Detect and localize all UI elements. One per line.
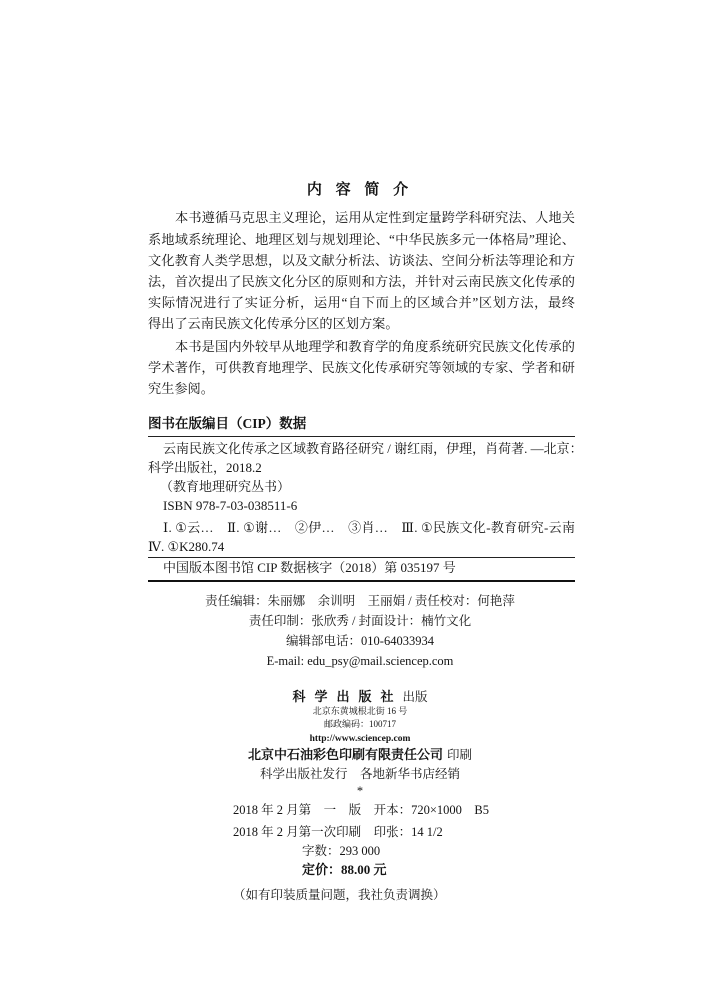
intro-line: 系地域系统理论、地理区划与规划理论、“中华民族多元一体格局”理论、 — [148, 232, 575, 247]
cip-series: （教育地理研究丛书） — [160, 479, 291, 494]
publisher-line — [0, 687, 720, 707]
cip-record-number: 中国版本图书馆 CIP 数据核字（2018）第 035197 号 — [163, 560, 456, 575]
cip-thick-rule — [148, 580, 575, 582]
word-count: 字数：293 000 — [302, 844, 381, 858]
intro-line: 学术著作，可供教育地理学、民族文化传承研究等领域的专家、学者和研 — [148, 360, 575, 375]
edition-info: 2018 年 2 月第 一 版 开本：720×1000 B5 — [233, 803, 490, 817]
intro-line: 文化教育人类学思想，以及文献分析法、访谈法、空间分析法等理论和方 — [148, 253, 575, 268]
cip-entry-line: 科学出版社，2018.2 — [148, 460, 262, 475]
publish-label: 出版 — [402, 690, 428, 704]
print-label: 印刷 — [447, 748, 473, 762]
credits-phone: 编辑部电话：010-64033934 — [286, 634, 434, 648]
intro-line: 得出了云南民族文化传承分区的区划方案。 — [148, 316, 399, 331]
credits-production: 责任印制：张欣秀 / 封面设计：楠竹文化 — [248, 614, 472, 628]
cip-top-rule — [148, 436, 575, 437]
publisher-postcode: 邮政编码：100717 — [323, 719, 396, 729]
distribution: 科学出版社发行 各地新华书店经销 — [259, 767, 460, 781]
printing-info: 2018 年 2 月第一次印刷 印张：14 1/2 — [233, 825, 443, 839]
credits-email: E-mail: edu_psy@mail.sciencep.com — [266, 654, 454, 668]
intro-title: 内 容 简 介 — [306, 182, 414, 198]
quality-notice: （如有印装质量问题，我社负责调换） — [233, 888, 446, 902]
separator-asterisk: * — [356, 784, 364, 798]
intro-line: 究生参阅。 — [148, 381, 214, 396]
publisher-address: 北京东黄城根北街 16 号 — [312, 706, 408, 716]
intro-line: 本书遵循马克思主义理论，运用从定性到定量跨学科研究法、人地关 — [175, 210, 575, 225]
printer-line — [0, 745, 720, 765]
cip-heading: 图书在版编目（CIP）数据 — [148, 416, 307, 431]
publisher-logo: 科学出版社 — [292, 689, 403, 704]
credits-editors: 责任编辑：朱丽娜 余训明 王丽娟 / 责任校对：何艳萍 — [205, 594, 515, 608]
cip-isbn: ISBN 978-7-03-038511-6 — [163, 498, 298, 513]
intro-line: 本书是国内外较早从地理学和教育学的角度系统研究民族文化传承的 — [175, 339, 575, 354]
price: 定价：88.00 元 — [302, 862, 387, 877]
cip-classification: Ⅳ. ①K280.74 — [148, 539, 225, 554]
printer-name: 北京中石油彩色印刷有限责任公司 — [247, 747, 443, 762]
publisher-url: http://www.sciencep.com — [309, 734, 411, 744]
cip-classification: Ⅰ. ①云… Ⅱ. ①谢… ②伊… ③肖… Ⅲ. ①民族文化-教育研究-云南 — [163, 520, 575, 535]
intro-line: 实际情况进行了实证分析，运用“自下而上的区域合并”区划方法，最终 — [148, 295, 575, 310]
cip-entry-line: 云南民族文化传承之区域教育路径研究 / 谢红雨，伊理，肖荷著. —北京： — [163, 441, 583, 456]
intro-line: 法，首次提出了民族文化分区的原则和方法，并针对云南民族文化传承的 — [148, 274, 575, 289]
